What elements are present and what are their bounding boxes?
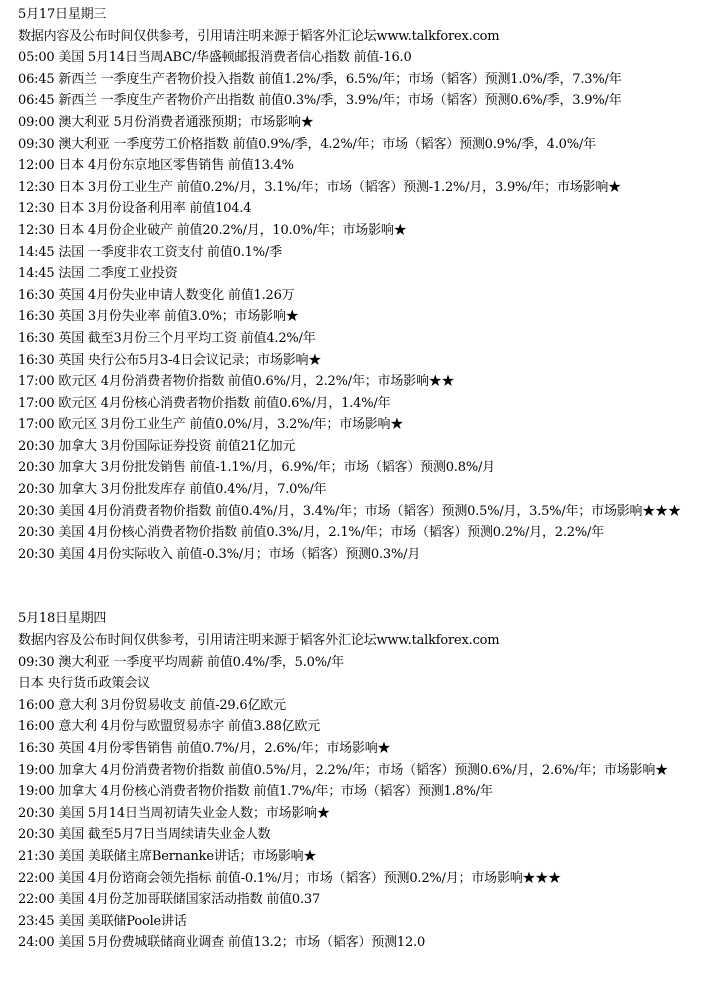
- event-line: 16:00 意大利 3月份贸易收支 前值-29.6亿欧元: [18, 697, 286, 713]
- event-line: 14:45 法国 一季度非农工资支付 前值0.1%/季: [18, 244, 282, 260]
- event-line: 20:30 美国 4月份核心消费者物价指数 前值0.3%/月，2.1%/年；市场（韬客）预测0.2%/月，2.2%/年: [18, 525, 604, 541]
- economic-calendar-document: [18, 4, 708, 954]
- event-line: 19:00 加拿大 4月份核心消费者物价指数 前值1.7%/年；市场（韬客）预测1.8%/年: [18, 784, 493, 800]
- date-heading: 5月17日星期三: [18, 7, 107, 22]
- event-line: 16:30 英国 4月份失业申请人数变化 前值1.26万: [18, 287, 295, 303]
- event-line: 20:30 美国 5月14日当周初请失业金人数；市场影响★: [18, 805, 330, 821]
- event-line: 14:45 法国 二季度工业投资: [18, 266, 178, 282]
- event-line: 09:30 澳大利亚 一季度劳工价格指数 前值0.9%/季，4.2%/年；市场（韬客）预测0.9%/季，4.0%/年: [18, 136, 596, 152]
- event-line: 17:00 欧元区 3月份工业生产 前值0.0%/月，3.2%/年；市场影响★: [18, 417, 404, 433]
- event-line: 12:30 日本 3月份设备利用率 前值104.4: [18, 201, 252, 217]
- event-line: 20:30 美国 截至5月7日当周续请失业金人数: [18, 827, 271, 843]
- event-line: 17:00 欧元区 4月份消费者物价指数 前值0.6%/月，2.2%/年；市场影响★★: [18, 374, 455, 390]
- event-line: 22:00 美国 4月份谘商会领先指标 前值-0.1%/月；市场（韬客）预测0.2%/月；市场影响★★★: [18, 870, 561, 886]
- event-line: 12:30 日本 4月份企业破产 前值20.2%/月，10.0%/年；市场影响★: [18, 222, 407, 238]
- event-line: 16:30 英国 截至3月份三个月平均工资 前值4.2%/年: [18, 330, 316, 346]
- source-notice: 数据内容及公布时间仅供参考，引用请注明来源于韬客外汇论坛www.talkforex.com: [18, 28, 500, 44]
- event-line: 05:00 美国 5月14日当周ABC/华盛顿邮报消费者信心指数 前值-16.0: [18, 50, 412, 66]
- event-line: 20:30 加拿大 3月份批发库存 前值0.4%/月，7.0%/年: [18, 482, 327, 498]
- event-line: 06:45 新西兰 一季度生产者物价产出指数 前值0.3%/季，3.9%/年；市场（韬客）预测0.6%/季，3.9%/年: [18, 93, 622, 109]
- event-line: 23:45 美国 美联储Poole讲话: [18, 913, 187, 929]
- day-section-may-18: [18, 608, 708, 954]
- day-section-may-17: [18, 4, 708, 565]
- event-line: 17:00 欧元区 4月份核心消费者物价指数 前值0.6%/月，1.4%/年: [18, 395, 391, 411]
- event-line: 24:00 美国 5月份费城联储商业调查 前值13.2；市场（韬客）预测12.0: [18, 935, 426, 951]
- event-line: 16:30 英国 央行公布5月3-4日会议记录；市场影响★: [18, 352, 322, 368]
- event-line: 09:30 澳大利亚 一季度平均周薪 前值0.4%/季，5.0%/年: [18, 654, 344, 670]
- event-line: 12:00 日本 4月份东京地区零售销售 前值13.4%: [18, 158, 294, 174]
- event-line: 20:30 美国 4月份消费者物价指数 前值0.4%/月，3.4%/年；市场（韬客）预测0.5%/月，3.5%/年；市场影响★★★: [18, 503, 681, 519]
- section-spacer: [18, 565, 708, 608]
- event-line: 09:00 澳大利亚 5月份消费者通涨预期；市场影响★: [18, 114, 314, 130]
- event-line: 20:30 加拿大 3月份国际证券投资 前值21亿加元: [18, 438, 296, 454]
- date-heading: 5月18日星期四: [18, 611, 107, 627]
- event-line: 21:30 美国 美联储主席Bernanke讲话；市场影响★: [18, 848, 317, 864]
- event-line: 12:30 日本 3月份工业生产 前值0.2%/月，3.1%/年；市场（韬客）预测-1.2%/月，3.9%/年；市场影响★: [18, 179, 621, 195]
- event-line: 日本 央行货币政策会议: [18, 676, 150, 692]
- event-line: 16:00 意大利 4月份与欧盟贸易赤字 前值3.88亿欧元: [18, 719, 321, 735]
- event-line: 16:30 英国 3月份失业率 前值3.0%；市场影响★: [18, 309, 299, 325]
- event-line: 19:00 加拿大 4月份消费者物价指数 前值0.5%/月，2.2%/年；市场（韬客）预测0.6%/月，2.6%/年；市场影响★: [18, 762, 668, 778]
- source-notice: 数据内容及公布时间仅供参考，引用请注明来源于韬客外汇论坛www.talkforex.com: [18, 633, 500, 649]
- event-line: 22:00 美国 4月份芝加哥联储国家活动指数 前值0.37: [18, 892, 321, 908]
- event-line: 20:30 美国 4月份实际收入 前值-0.3%/月；市场（韬客）预测0.3%/月: [18, 546, 421, 562]
- event-line: 06:45 新西兰 一季度生产者物价投入指数 前值1.2%/季，6.5%/年；市场（韬客）预测1.0%/季，7.3%/年: [18, 71, 622, 87]
- event-line: 20:30 加拿大 3月份批发销售 前值-1.1%/月，6.9%/年；市场（韬客）预测0.8%/月: [18, 460, 495, 476]
- event-line: 16:30 英国 4月份零售销售 前值0.7%/月，2.6%/年；市场影响★: [18, 741, 391, 756]
